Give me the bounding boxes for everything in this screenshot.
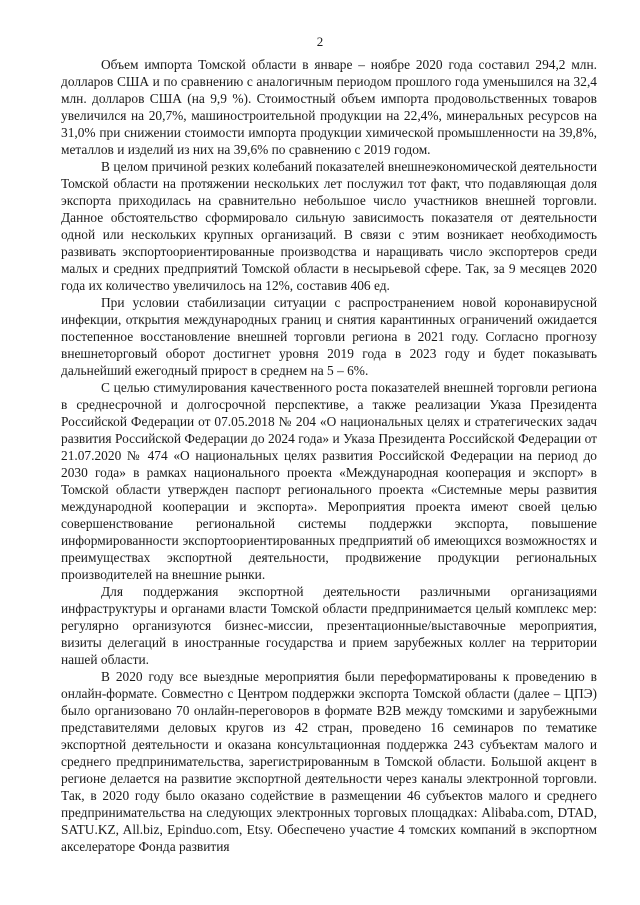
paragraph-regional-project: С целью стимулирования качественного роста показателей внешней торговли региона в среднесрочной и долгосрочной перспективе, а также реализации Указа Президента Российской Федерации от 07.05.2018 № 204 «О национальных целях и стратегических задач развития Российской Федерации до 2024 года» и Указа Президента Российской Федерации от 21.07.2020 № 474 «О национальных целях развития Российской Федерации на период до 2030 года» в рамках национального проекта «Международная кооперация и экспорт» в Томской области утвержден паспорт регионального проекта «Системные меры развития международной кооперации и экспорта». Мероприятия проекта имеют своей целью совершенствование региональной системы поддержки экспорта, повышение информированности экспортоориентированных предприятий об имеющихся возможностях и преимуществах экспортной деятельности, продвижение продукции региональных производителей на внешние рынки.	[61, 380, 597, 582]
paragraph-online-events-2020: В 2020 году все выездные мероприятия были переформатированы к проведению в онлайн-формате. Совместно с Центром поддержки экспорта Томской области (далее – ЦПЭ) было организовано 70 онлайн-переговоров в формате B2B между томскими и зарубежными представителями деловых кругов из 42 стран, проведено 16 семинаров по тематике экспортной деятельности и оказана консультационная поддержка 243 субъектам малого и среднего предпринимательства, зарегистрированным в Томской области. Большой акцент в регионе делается на развитие экспортной деятельности через каналы электронной торговли. Так, в 2020 году было оказано содействие в размещении 46 субъектов малого и среднего предпринимательства на следующих электронных торговых площадках: Alibaba.com, DTAD, SATU.KZ, All.biz, Epinduo.com, Etsy. Обеспечено участие 4 томских компаний в экспортном акселераторе Фонда развития	[61, 669, 597, 854]
paragraph-support-measures: Для поддержания экспортной деятельности различными организациями инфраструктуры и органами власти Томской области предпринимается целый комплекс мер: регулярно организуются бизнес-миссии, презентационные/выставочные мероприятия, визиты делегаций в иностранные государства и прием зарубежных коллег на территории нашей области.	[61, 584, 597, 667]
paragraph-import-volume: Объем импорта Томской области в январе – ноябре 2020 года составил 294,2 млн. долларов США и по сравнению с аналогичным периодом прошлого года уменьшился на 32,4 млн. долларов США (на 9,9 %). Стоимостный объем импорта продовольственных товаров увеличился на 20,7%, машиностроительной продукции на 22,4%, минеральных ресурсов на 31,0% при снижении стоимости импорта продукции химической промышленности на 39,8%, металлов и изделий из них на 39,6% по сравнению с 2019 годом.	[61, 57, 597, 157]
paragraph-fluctuation-causes: В целом причиной резких колебаний показателей внешнеэкономической деятельности Томской области на протяжении нескольких лет послужил тот факт, что подавляющая доля экспорта приходилась на сравнительно небольшое число участников внешней торговли. Данное обстоятельство сформировало сильную зависимость показателя от деятельности одной или нескольких крупных организаций. В связи с этим возникает необходимость развивать экспортоориентированные производства и наращивать число экспортеров среди малых и средних предприятий Томской области в несырьевой сфере. Так, за 9 месяцев 2020 года их количество увеличилось на 12%, составив 406 ед.	[61, 159, 597, 293]
document-body	[61, 56, 597, 855]
paragraph-trade-forecast: При условии стабилизации ситуации с распространением новой коронавирусной инфекции, открытия международных границ и снятия карантинных ограничений ожидается постепенное восстановление внешней торговли региона в 2021 году. Согласно прогнозу внешнеторговый оборот достигнет уровня 2019 года в 2023 году и будет показывать дальнейший ежегодный прирост в среднем на 5 – 6%.	[61, 295, 597, 378]
page-number: 2	[316, 34, 324, 49]
